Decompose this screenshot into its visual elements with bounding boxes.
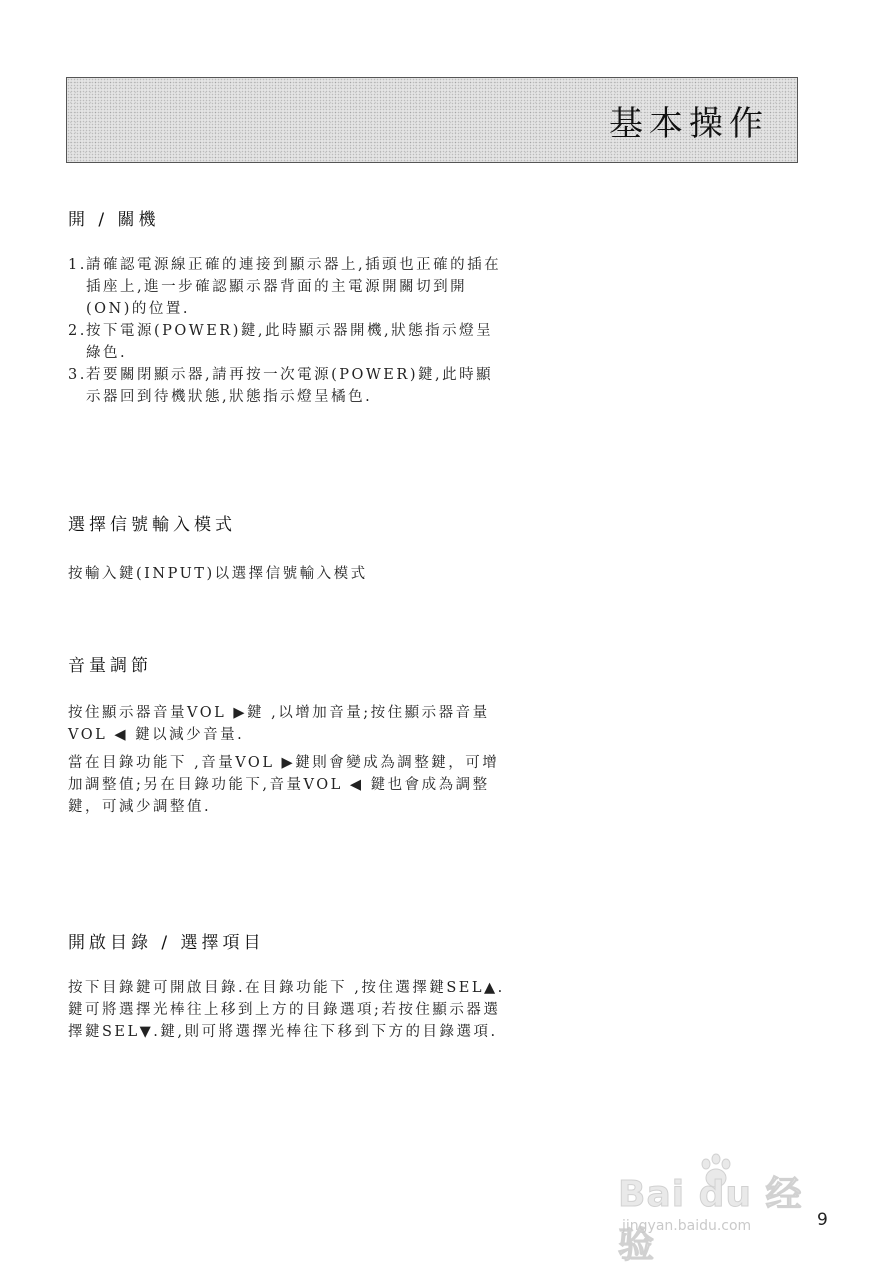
step-text: 按下電源(POWER)鍵,此時顯示器開機,狀態指示燈呈綠色. xyxy=(86,323,494,361)
volume-paragraph-1: 按住顯示器音量VOL ▶鍵 ,以增加音量;按住顯示器音量VOL ◀ 鍵以減少音量. xyxy=(68,705,490,743)
step-number: 3. xyxy=(68,367,87,383)
watermark-logo-text: Bai du 经验 xyxy=(618,1174,803,1266)
section-heading-input: 選擇信號輸入模式 xyxy=(68,515,236,535)
section-heading-volume: 音量調節 xyxy=(68,656,152,676)
power-step-1 xyxy=(68,254,508,320)
menu-instruction: 按下目錄鍵可開啟目錄.在目錄功能下 ,按住選擇鍵SEL▲.鍵可將選擇光棒往上移到上方的目錄選項;若按住顯示器選擇鍵SEL▼.鍵,則可將選擇光棒往下移到下方的目錄選項. xyxy=(68,980,505,1040)
volume-paragraph-2: 當在目錄功能下 ,音量VOL ▶鍵則會變成為調整鍵，可增加調整值;另在目錄功能下,音量VOL ◀ 鍵也會成為調整鍵，可減少調整值. xyxy=(68,755,500,815)
step-number: 1. xyxy=(68,257,87,273)
section-menu xyxy=(68,928,508,1043)
page-number: 9 xyxy=(817,1210,828,1230)
watermark-url: jingyan.baidu.com xyxy=(622,1218,752,1234)
baidu-watermark xyxy=(618,1152,828,1266)
power-step-3 xyxy=(68,364,508,408)
section-power xyxy=(68,205,508,408)
power-steps-list xyxy=(68,254,508,408)
section-volume xyxy=(68,651,508,818)
chapter-header-band xyxy=(66,77,798,163)
step-number: 2. xyxy=(68,323,87,339)
section-input xyxy=(68,510,508,585)
power-step-2 xyxy=(68,320,508,364)
section-heading-menu: 開啟目錄 / 選擇項目 xyxy=(68,933,265,953)
section-heading-power: 開 / 關機 xyxy=(68,210,160,230)
chapter-title: 基本操作 xyxy=(609,104,769,144)
step-text: 若要關閉顯示器,請再按一次電源(POWER)鍵,此時顯示器回到待機狀態,狀態指示燈呈橘色. xyxy=(86,367,494,405)
input-instruction: 按輸入鍵(INPUT)以選擇信號輸入模式 xyxy=(68,566,368,582)
step-text: 請確認電源線正確的連接到顯示器上,插頭也正確的插在插座上,進一步確認顯示器背面的主電源開關切到開(ON)的位置. xyxy=(86,257,502,317)
